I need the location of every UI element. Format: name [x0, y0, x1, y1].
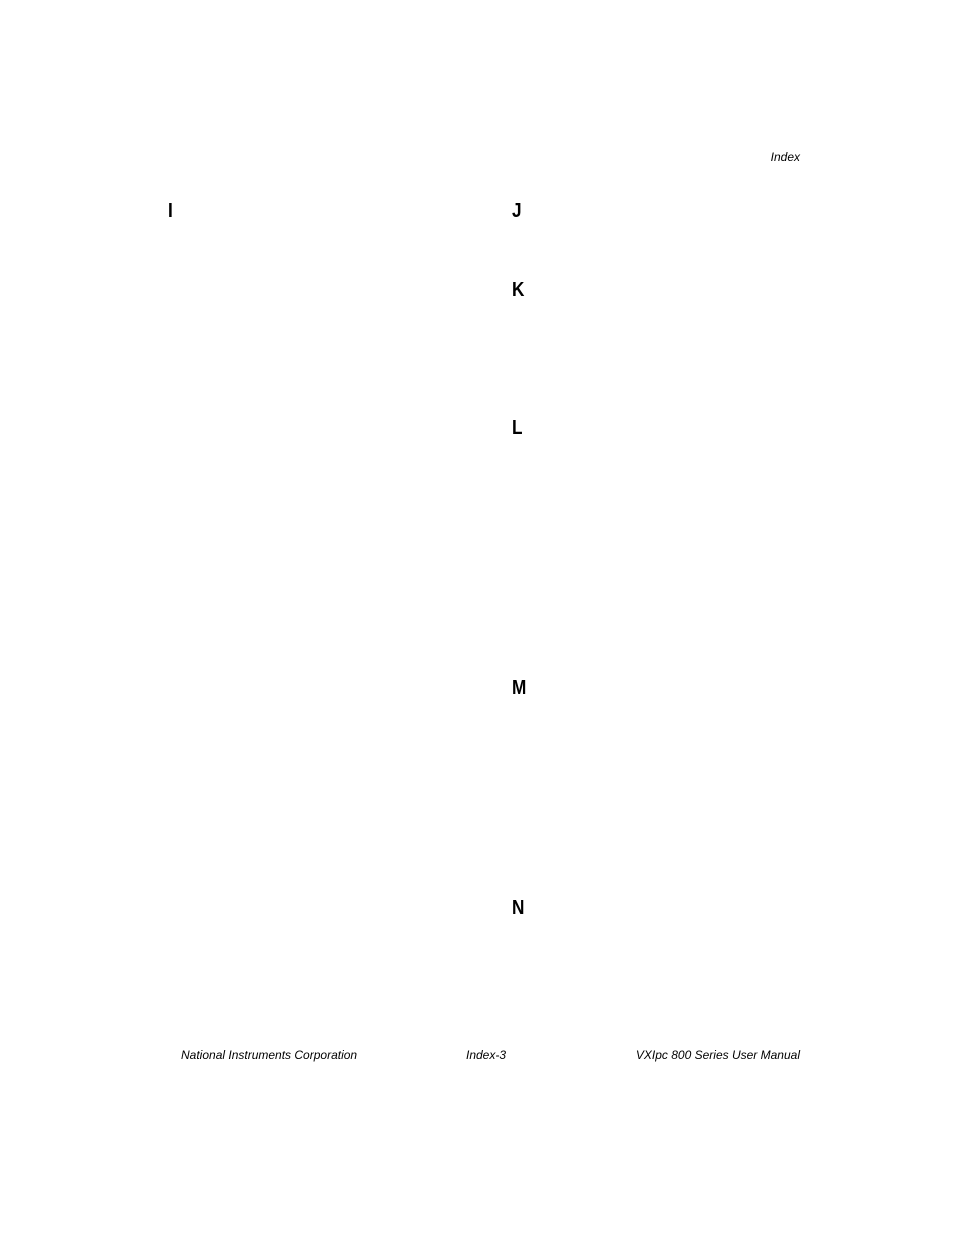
index-heading-m: M — [512, 677, 527, 699]
footer-manual-title: VXIpc 800 Series User Manual — [635, 1048, 800, 1062]
footer-company: National Instruments Corporation — [181, 1048, 358, 1062]
index-heading-i: I — [168, 200, 173, 222]
index-heading-j: J — [512, 200, 522, 222]
index-heading-l: L — [512, 417, 523, 439]
index-heading-n: N — [512, 897, 525, 919]
footer-page-number: Index-3 — [466, 1048, 507, 1062]
running-header: Index — [770, 150, 800, 164]
index-heading-k: K — [512, 279, 525, 301]
